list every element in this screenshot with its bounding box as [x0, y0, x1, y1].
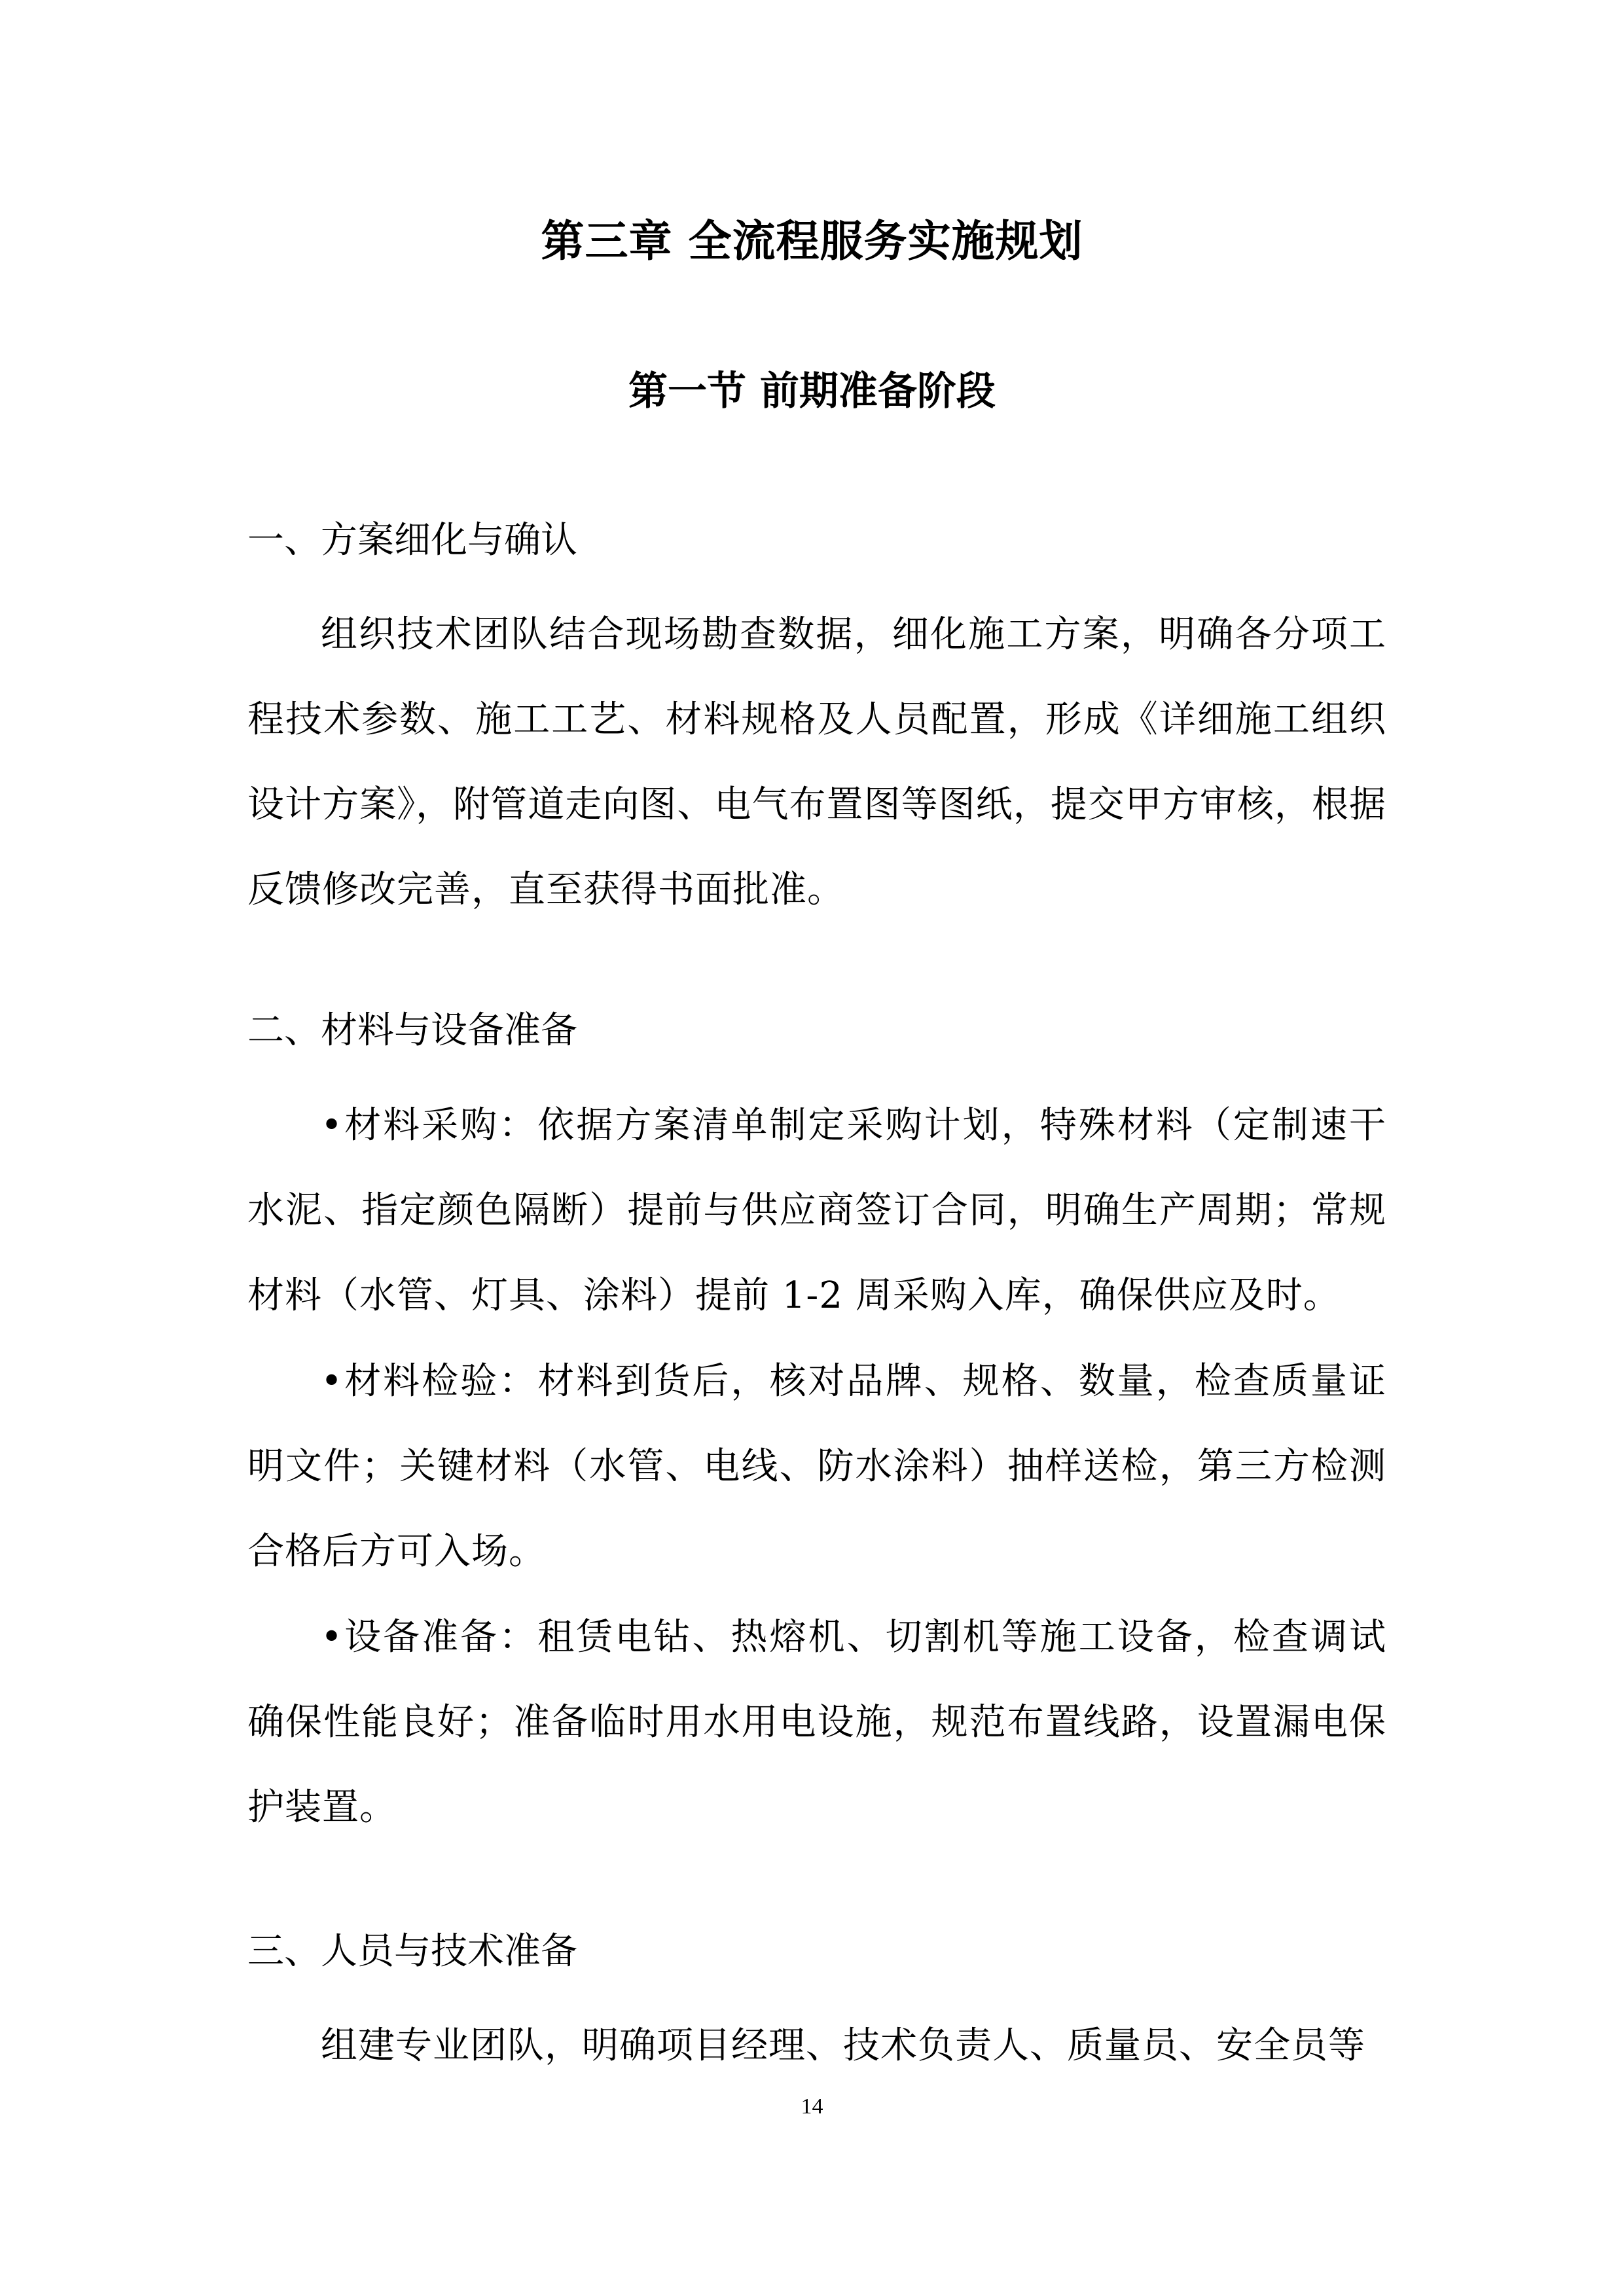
- chapter-title: 第三章 全流程服务实施规划: [541, 215, 1083, 266]
- subsection-heading-2: 二、材料与设备准备: [247, 1009, 577, 1052]
- paragraph-plan-refinement: 组织技术团队结合现场勘查数据，细化施工方案，明确各分项工程技术参数、施工工艺、材料规格及人员配置，形成《详细施工组织设计方案》，附管道走向图、电气布置图等图纸，提交甲方审核，根据反馈修改完善，直至获得书面批准。: [247, 613, 1386, 911]
- paragraph-staff-preparation: 组建专业团队，明确项目经理、技术负责人、质量员、安全员等: [321, 2024, 1365, 2067]
- section-title: 第一节 前期准备阶段: [628, 368, 996, 414]
- page-number: 14: [801, 2094, 823, 2119]
- paragraph-material-inspection: •材料检验：材料到货后，核对品牌、规格、数量，检查质量证明文件；关键材料（水管、电线、防水涂料）抽样送检，第三方检测合格后方可入场。: [247, 1360, 1386, 1573]
- subsection-heading-3: 三、人员与技术准备: [247, 1930, 577, 1973]
- paragraph-equipment-preparation: •设备准备：租赁电钻、热熔机、切割机等施工设备，检查调试确保性能良好；准备临时用水用电设施，规范布置线路，设置漏电保护装置。: [247, 1616, 1386, 1829]
- subsection-heading-1: 一、方案细化与确认: [247, 519, 577, 562]
- paragraph-material-purchase: •材料采购：依据方案清单制定采购计划，特殊材料（定制速干水泥、指定颜色隔断）提前与供应商签订合同，明确生产周期；常规材料（水管、灯具、涂料）提前 1-2 周采购入库，确保供应及时。: [247, 1104, 1386, 1317]
